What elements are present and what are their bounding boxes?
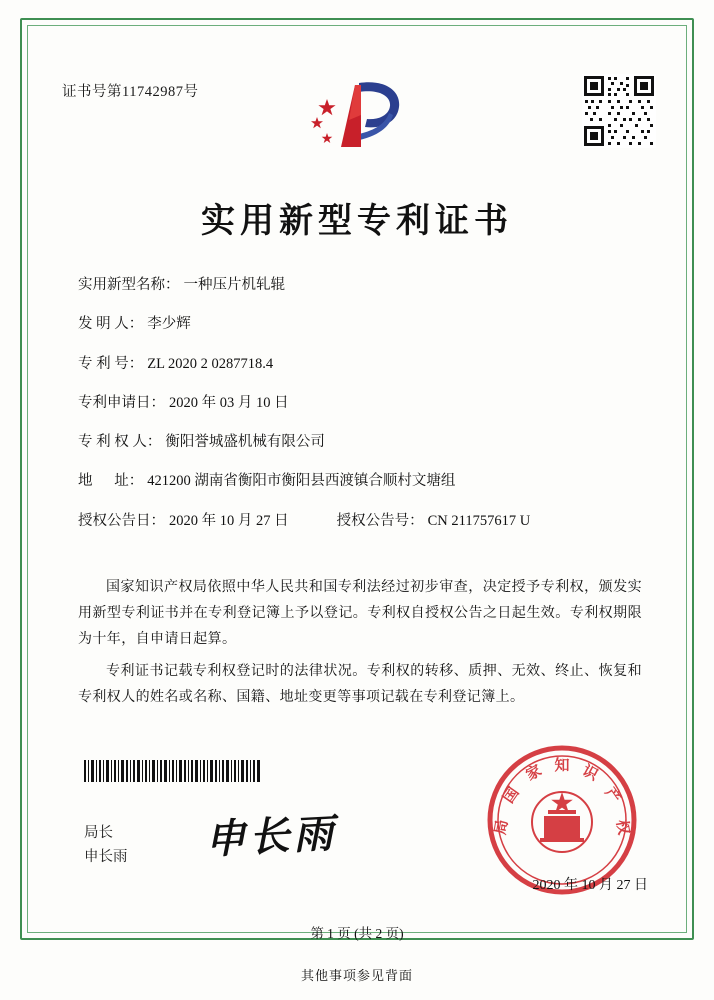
director-handwritten-signature: 申长雨 bbox=[204, 809, 339, 864]
certificate-number: 证书号第11742987号 bbox=[62, 84, 199, 100]
field-value: 李少辉 bbox=[147, 316, 191, 333]
svg-text:局: 局 bbox=[490, 818, 512, 837]
field-label: 发 明 人： bbox=[78, 316, 144, 333]
field-row-application-date bbox=[78, 393, 644, 415]
svg-text:知: 知 bbox=[554, 756, 570, 774]
seal-date: 2020 年 10 月 27 日 bbox=[532, 878, 648, 893]
grant-date-label: 授权公告日： bbox=[78, 512, 165, 529]
field-value: ZL 2020 2 0287718.4 bbox=[147, 355, 274, 372]
grant-date-value: 2020 年 10 月 27 日 bbox=[169, 512, 289, 529]
qr-code-icon bbox=[582, 74, 656, 148]
director-title-label: 局长 bbox=[84, 825, 113, 841]
grant-notice-label: 授权公告号： bbox=[336, 512, 424, 529]
field-row-grant bbox=[78, 511, 644, 533]
svg-text:权: 权 bbox=[612, 818, 634, 837]
page-number: 第 1 页 (共 2 页) bbox=[310, 926, 404, 941]
field-row-patentee bbox=[78, 432, 644, 454]
field-label: 专利申请日： bbox=[78, 394, 165, 411]
grant-notice-value: CN 211757617 U bbox=[427, 512, 531, 529]
body-paragraph-1: 国家知识产权局依照中华人民共和国专利法经过初步审查，决定授予专利权，颁发实用新型专利证书并在专利登记簿上予以登记。专利权自授权公告之日起生效。专利权期限为十年，自申请日起算。 bbox=[78, 580, 642, 647]
body-text bbox=[78, 575, 642, 716]
field-label: 专 利 号： bbox=[78, 355, 144, 372]
svg-text:家: 家 bbox=[522, 761, 545, 785]
field-label: 地 址： bbox=[78, 473, 144, 490]
frame-corner-top-left bbox=[27, 25, 54, 52]
frame-corner-top-right bbox=[660, 25, 687, 52]
director-name-label: 申长雨 bbox=[84, 848, 128, 865]
field-row-patent-number bbox=[78, 354, 644, 376]
barcode-icon bbox=[84, 760, 260, 782]
svg-text:识: 识 bbox=[579, 761, 602, 785]
field-value: 2020 年 03 月 10 日 bbox=[169, 394, 289, 411]
page-title: 实用新型专利证书 bbox=[201, 201, 513, 241]
field-row-name bbox=[78, 275, 644, 297]
field-value: 衡阳誉城盛机械有限公司 bbox=[165, 434, 325, 450]
field-label: 专 利 权 人： bbox=[78, 434, 162, 450]
field-row-inventor bbox=[78, 314, 644, 336]
svg-text:产: 产 bbox=[601, 783, 625, 807]
footer-note: 其他事项参见背面 bbox=[300, 968, 413, 983]
svg-text:国: 国 bbox=[499, 783, 523, 807]
field-list bbox=[78, 275, 644, 550]
field-row-address bbox=[78, 471, 644, 493]
field-value: 一种压片机轧辊 bbox=[183, 277, 285, 293]
field-label: 实用新型名称： bbox=[78, 277, 180, 293]
grant-notice-group bbox=[337, 511, 531, 533]
body-paragraph-2: 专利证书记载专利权登记时的法律状况。专利权的转移、质押、无效、终止、恢复和专利权人的姓名或名称、国籍、地址变更等事项记载在专利登记簿上。 bbox=[78, 663, 642, 705]
cnipa-emblem-icon bbox=[297, 75, 417, 160]
field-value: 421200 湖南省衡阳市衡阳县西渡镇合顺村文塘组 bbox=[147, 473, 456, 490]
signature-labels bbox=[84, 822, 128, 870]
